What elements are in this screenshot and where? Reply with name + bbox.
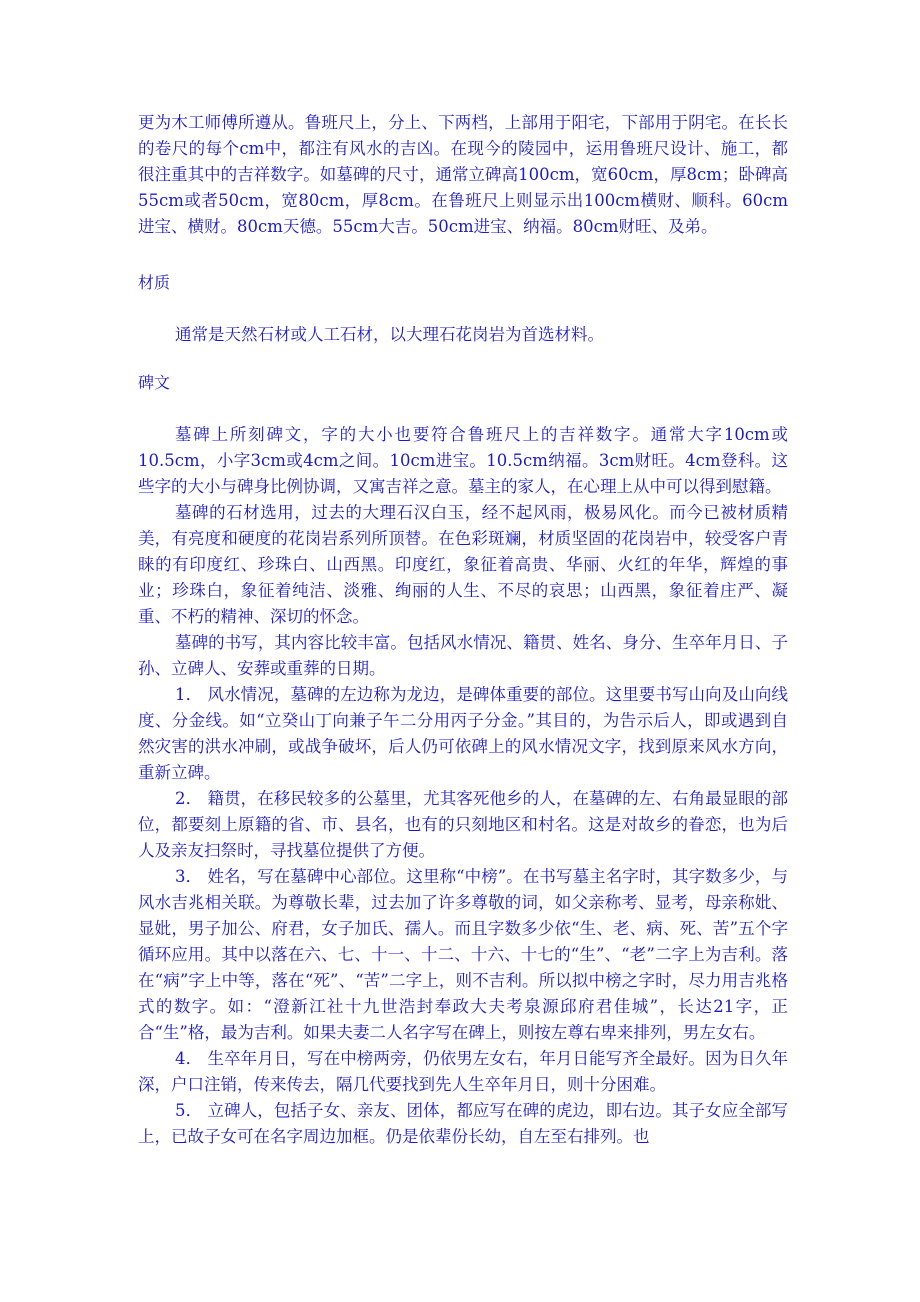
inscription-paragraph-writing: 墓碑的书写，其内容比较丰富。包括风水情况、籍贯、姓名、身分、生卒年月日、子孙、立碑人、安葬或重葬的日期。	[138, 633, 788, 678]
spacer	[138, 396, 788, 422]
heading-inscription: 碑文	[138, 373, 171, 392]
material-paragraph: 通常是天然石材或人工石材，以大理石花岗岩为首选材料。	[175, 325, 604, 344]
intro-paragraph: 更为木工师傅所遵从。鲁班尺上，分上、下两档，上部用于阳宅，下部用于阴宅。在长长的卷尺的每个cm中，都注有风水的吉凶。在现今的陵园中，运用鲁班尺设计、施工，都很注重其中的吉祥数字。如墓碑的尺寸，通常立碑高100cm，宽60cm，厚8cm；卧碑高55cm或者50cm，宽80cm，厚8cm。在鲁班尺上则显示出100cm横财、顺科。60cm进宝、横财。80cm天德。55cm大吉。50cm进宝、纳福。80cm财旺、及弟。	[138, 113, 788, 236]
document-page	[138, 110, 788, 1150]
inscription-item-dates: 4． 生卒年月日，写在中榜两旁，仍依男左女右，年月日能写齐全最好。因为日久年深，户口注销，传来传去，隔几代要找到先人生卒年月日，则十分困难。	[138, 1049, 788, 1094]
inscription-item-erector: 5． 立碑人，包括子女、亲友、团体，都应写在碑的虎边，即右边。其子女应全部写上，已故子女可在名字周边加框。仍是依辈份长幼，自左至右排列。也	[138, 1101, 788, 1146]
spacer	[138, 240, 788, 270]
heading-material: 材质	[138, 273, 171, 292]
spacer	[138, 296, 788, 322]
inscription-item-origin: 2． 籍贯，在移民较多的公墓里，尤其客死他乡的人，在墓碑的左、右角最显眼的部位，都要刻上原籍的省、市、县名，也有的只刻地区和村名。这是对故乡的眷恋，也为后人及亲友扫祭时，寻找墓位提供了方便。	[138, 789, 788, 860]
inscription-paragraph-stone: 墓碑的石材选用，过去的大理石汉白玉，经不起风雨，极易风化。而今已被材质精美，有亮度和硬度的花岗岩系列所顶替。在色彩斑斓，材质坚固的花岗岩中，较受客户青睐的有印度红、珍珠白、山西黑。印度红，象征着高贵、华丽、火红的年华，辉煌的事业；珍珠白，象征着纯洁、淡雅、绚丽的人生、不尽的哀思；山西黑，象征着庄严、凝重、不朽的精神、深切的怀念。	[138, 503, 788, 626]
inscription-item-fengshui: 1． 风水情况，墓碑的左边称为龙边，是碑体重要的部位。这里要书写山向及山向线度、分金线。如“立癸山丁向兼子午二分用丙子分金。”其目的，为告示后人，即或遇到自然灾害的洪水冲刷，或战争破坏，后人仍可依碑上的风水情况文字，找到原来风水方向，重新立碑。	[138, 685, 788, 782]
spacer	[138, 348, 788, 370]
inscription-item-name: 3． 姓名，写在墓碑中心部位。这里称“中榜”。在书写墓主名字时，其字数多少，与风水吉兆相关联。为尊敬长辈，过去加了许多尊敬的词，如父亲称考、显考，母亲称妣、显妣，男子加公、府君，女子加氏、孺人。而且字数多少依“生、老、病、死、苦”五个字循环应用。其中以落在六、七、十一、十二、十六、十七的“生”、“老”二字上为吉利。落在“病”字上中等，落在“死”、“苦”二字上，则不吉利。所以拟中榜之字时，尽力用吉兆格式的数字。如：“澄新江社十九世浩封奉政大夫考泉源邱府君佳城”，长达21字，正合“生”格，最为吉利。如果夫妻二人名字写在碑上，则按左尊右卑来排列，男左女右。	[138, 867, 788, 1042]
inscription-paragraph-size: 墓碑上所刻碑文，字的大小也要符合鲁班尺上的吉祥数字。通常大字10cm或10.5cm，小字3cm或4cm之间。10cm进宝。10.5cm纳福。3cm财旺。4cm登科。这些字的大小与碑身比例协调，又寓吉祥之意。墓主的家人，在心理上从中可以得到慰籍。	[138, 425, 788, 496]
